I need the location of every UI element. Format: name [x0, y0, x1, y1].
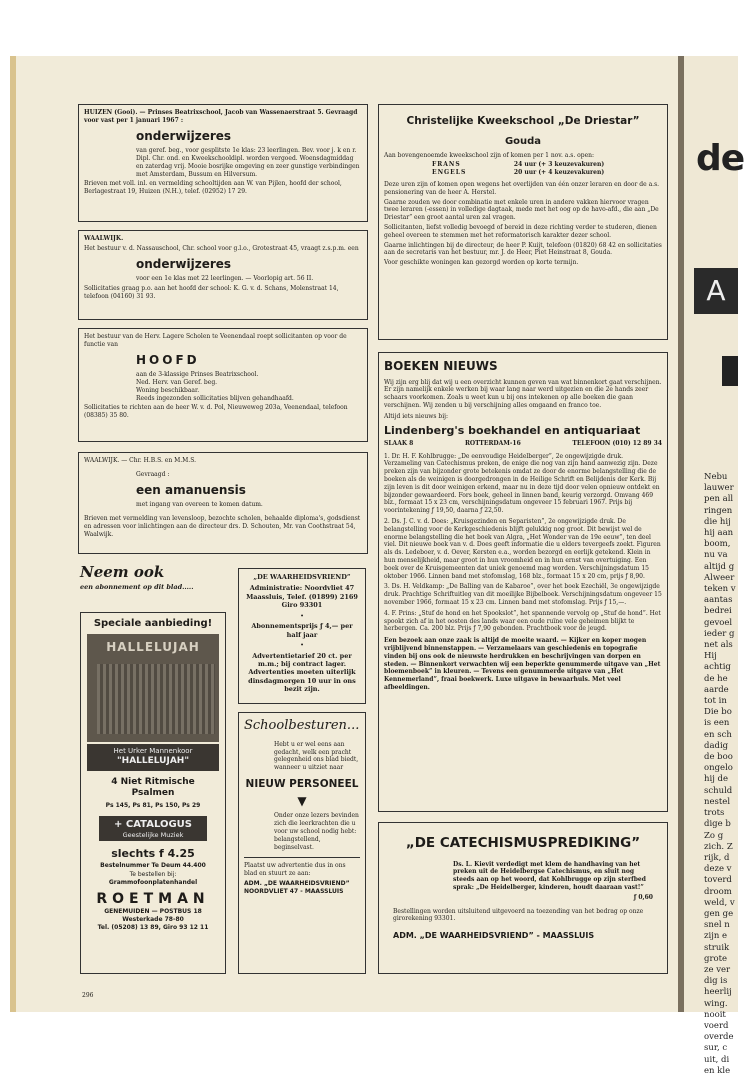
right-page-line: nooit: [704, 1009, 726, 1020]
right-page-line: rijk, d: [704, 852, 730, 863]
schoolbesturen-text1: Hebt u er wel eens aan gedacht, welk een pracht gelegenheid ons blad biedt, wanneer u uitziet naar: [274, 740, 359, 772]
choir-line1: Het Urker Mannenkoor: [113, 747, 193, 755]
right-page-line: boom,: [704, 539, 731, 550]
neem-ook-block: [80, 563, 230, 591]
right-page-line: heerlij: [704, 987, 732, 998]
schoolbesturen-headline: NIEUW PERSONEEL: [245, 778, 359, 791]
right-page-line: is een: [704, 718, 730, 729]
ad-driestar: [378, 104, 668, 340]
right-page-heading: de: [696, 138, 744, 179]
page-edge: [10, 56, 16, 1012]
waarheidsvriend-ads: Advertentietarief 20 ct. per m.m.; bij contract lager. Advertenties moeten uiterlijk dinsdagmorgen 10 uur in ons bezit zijn.: [248, 651, 356, 694]
right-page-line: gevoel: [704, 617, 733, 628]
ad-waalwijk1-line: Het bestuur v. d. Nassauschool, Chr. school voor g.l.o., Grotestraat 45, vraagt z.s.p.m. een: [84, 244, 359, 252]
catechismus-title: „DE CATECHISMUSPREDIKING”: [405, 835, 641, 851]
right-page-line: Alweer: [704, 572, 735, 583]
driestar-intro: Aan bovengenoemde kweekschool zijn of komen per 1 nov. a.s. open:: [384, 151, 595, 159]
right-page-line: dadig: [704, 740, 729, 751]
speciale-order1: Te bestellen bij:: [129, 871, 177, 879]
neem-ook-title: Neem ook: [80, 563, 165, 581]
right-page-line: Hij: [704, 651, 717, 662]
right-page-line: snel n: [704, 920, 730, 931]
boeken-intro: Wij zijn erg blij dat wij u een overzicht kunnen geven van wat binnenkort gaat verschijnen. Er zijn namelijk enkele werken bij waar lang naar werd uitgezien en die 2e hands zeer schaars voorkomen. Zoals u weet kun u bij ons intekenen op alle boeken die gaan verschijnen. Wij zenden u bij verschijning alles omgaand en franco toe.: [384, 378, 662, 409]
right-page-line: deze v: [704, 864, 732, 875]
catalogus-line2: Geestelijke Muziek: [122, 830, 184, 839]
driestar-subject-row-2: [432, 169, 662, 177]
catechismus-order: Bestellingen worden uitsluitend uitgevoerd na toezending van het bedrag op onze girorekening 93301.: [393, 907, 644, 923]
ad-veenendaal-body4: Reeds ingezonden sollicitaties blijven gehandhaafd.: [136, 394, 294, 402]
right-page-line: zijn e: [704, 931, 728, 942]
right-page-line: en kle: [704, 1065, 731, 1076]
right-page-line: overde: [704, 1032, 734, 1043]
driestar-subject-hours: 24 uur (+ 3 keuzevakuren): [513, 161, 605, 169]
ad-waalwijk1-footer: Sollicitaties graag p.o. aan het hoofd der school: K. G. v. d. Schans, Molenstraat 14, telefoon (04160) 31 93.: [84, 284, 339, 300]
right-page-line: bedrei: [704, 606, 732, 617]
ad-huizen-title: onderwijzeres: [136, 128, 232, 143]
psalms-line2: Psalmen: [131, 788, 175, 799]
catechismus-price: ƒ 0,60: [633, 893, 653, 901]
right-page-line: Nebu: [704, 472, 728, 482]
book-item: 1. Dr. H. F. Kohlbrugge: „De eenvoudige Heidelberger”, 2e ongewijzigde druk. Verzameling van Catechismus preken, de enige die nog van zijn hand aanwezig zijn. Deze preken zijn van bijzonder grote betekenis omdat ze door de enorme belangstelling die de boeken als de weinigen is doorgedrongen in de Heilige Schrift en Belijdenis der Kerk. Bij zijn leven is dit door weinigen erkend, maar nu in deze tijd door velen opnieuw ontdekt en bijzonder gewaardeerd. Fors boek, geheel in linnen band, keurig verzorgd. Omvang 469 blz., formaat 15 x 23 cm, verschijningsdatum ongeveer 15 februari 1967. Prijs bij voorintekening ƒ 19,50, daarna ƒ 22,50.: [384, 452, 660, 515]
page-number: 296: [82, 992, 94, 999]
ad-huizen-footer: Brieven met voll. inl. en vermelding schooltijden aan W. van Pijlen, hoofd der school, Berlagestraat 19, Huizen (N.H.), telef. (02952) 17 29.: [84, 180, 342, 196]
boeken-footer: Een bezoek aan onze zaak is altijd de moeite waard. — Kijker en koper mogen vrijblijvend binnenstappen. — Verzamelaars van geschiedenis en topografie vinden bij ons ook de nieuwste herdrukken en beschrijvingen van dorpen en steden. — Binnenkort verwachten wij een beperkte genummerde uitgave van „Het bloemenboek” in kleuren. — Tevens een genummerde uitgave van „Het Kennemerland”, fraai boekwerk. Luxe uitgave in bewaarhuls. Met veel afbeeldingen.: [384, 637, 661, 691]
speciale-price: slechts f 4.25: [111, 847, 195, 861]
ad-waalwijk-nassauschool: [78, 230, 368, 320]
right-page-line: weld, v: [704, 897, 735, 908]
waarheidsvriend-admin: Administratie: Noordvliet 47 Maassluis, Telef. (01899) 2169 Giro 93301: [246, 584, 358, 610]
right-page-line: die hij: [704, 516, 731, 527]
right-page-line: uit, di: [704, 1054, 730, 1065]
right-page-line: pen all: [704, 494, 734, 505]
choir-line2: "HALLELUJAH": [116, 756, 190, 767]
right-page-line: grote: [704, 953, 728, 964]
right-page-line: struik: [704, 942, 730, 953]
ad-veenendaal-title: HOOFD: [136, 352, 200, 367]
down-arrow-icon: ▼: [297, 793, 307, 808]
right-page-line: altijd g: [704, 561, 735, 572]
ad-boeken-nieuws: [378, 352, 668, 812]
right-page-line: aantas: [704, 595, 733, 606]
right-page-line: dig is: [704, 976, 728, 987]
boeken-store: Lindenberg's boekhandel en antiquariaat: [384, 423, 641, 437]
waarheidsvriend-bullet-1: •: [300, 611, 304, 620]
ad-speciale-aanbieding: [80, 612, 226, 974]
catechismus-body: Ds. L. Kievit verdedigt met klem de handhaving van het preken uit de Heidelbergse Catechismus, en sluit nog steeds aan op het woord, dat Kohlbrugge op zijn sterfbed sprak: „De Heidelberger, kinderen, houdt daaraan vast!”: [453, 860, 646, 891]
right-page-line: hij aan: [704, 528, 734, 539]
right-page-line: wing.: [704, 998, 728, 1009]
driestar-p2: Gaarne zouden we door combinatie met enkele uren in andere vakken hiervoor vragen twee leraren (-essen) in volledige dagtaak, mede met het oog op de havo-afd., die aan „De Driestar” een groot aantal uren zal vragen.: [384, 198, 659, 222]
ad-waalwijk2-footer: Brieven met vermelding van levensloop, bezochte scholen, behaalde diploma's, godsdienst en adressen voor inlichtingen aan de directeur drs. D. Schouten, Mr. van Coothstraat 54, Waalwijk.: [84, 514, 361, 538]
driestar-subject-row-1: [432, 161, 662, 169]
driestar-subject-name: ENGELS: [432, 169, 467, 177]
right-page-text: [704, 472, 736, 1077]
speciale-company: ROETMAN: [96, 891, 210, 908]
ad-catechismusprediking: [378, 822, 668, 974]
catechismus-footer: ADM. „DE WAARHEIDSVRIEND” - MAASSLUIS: [393, 931, 595, 941]
ad-huizen-header: HUIZEN (Gooi). — Prinses Beatrixschool, Jacob van Wassenaerstraat 5. Gevraagd voor vast per 1 januari 1967 :: [84, 109, 358, 124]
waarheidsvriend-price: Abonnementsprijs ƒ 4,— per half jaar: [251, 622, 353, 639]
schoolbesturen-divider: [244, 857, 360, 858]
right-page-banner: A: [694, 268, 738, 314]
speciale-order2: Grammofoonplatenhandel: [108, 879, 198, 887]
right-page-line: voerd: [704, 1020, 729, 1031]
ad-veenendaal-intro: Het bestuur van de Herv. Lagere Scholen te Veenendaal roept sollicitanten op voor de functie van: [84, 333, 347, 348]
album-cover-caption: HALLELUJAH: [106, 640, 200, 654]
right-page-line: net als: [704, 640, 733, 651]
ad-veenendaal-footer: Sollicitaties te richten aan de heer W. v. d. Pol, Nieuweweg 203a, Veenendaal, telefoon (08385) 35 80.: [84, 404, 348, 420]
speciale-address3: Tel. (05208) 13 89, Giro 93 12 11: [97, 923, 209, 931]
ad-waalwijk2-body: met ingang van overeen te komen datum.: [136, 501, 263, 509]
waarheidsvriend-title: „DE WAARHEIDSVRIEND”: [253, 573, 351, 581]
right-page-line: sur, c: [704, 1043, 728, 1054]
speciale-account: Bestelnummer Te Deum 44.400: [100, 861, 206, 869]
album-cover-photo: [87, 634, 219, 742]
driestar-p3: Sollicitanten, liefst volledig bevoegd of bereid in deze richting verder te studeren, dienen geheel overeen te stemmen met het reformatorisch karakter dezer school.: [384, 224, 657, 239]
schoolbesturen-text3: Plaatst uw advertentie dus in ons blad en stuurt ze aan:: [244, 862, 346, 878]
right-page-line: de he: [704, 673, 728, 684]
driestar-p5: Voor geschikte woningen kan gezorgd worden op korte termijn.: [384, 259, 579, 267]
ad-waalwijk2-header: WAALWIJK. — Chr. H.B.S. en M.M.S.: [84, 457, 197, 464]
speciale-address2: Westerkade 78-80: [122, 916, 184, 924]
book-item: 4. F. Prins: „Stuf de hond en het Spookslot”, het spannende vervolg op „Stuf de hond”. Het spookt zich af in het oosten des lands waar een oude ruïne vele geheimen blijkt te herbergen. Ca. 200 blz. Prijs ƒ 7,90 gebonden. Prachtboek voor de jeugd.: [384, 609, 661, 633]
speciale-address1: GENEMUIDEN — POSTBUS 18: [104, 908, 202, 916]
magazine-page-right: [684, 56, 744, 1076]
store-address-city: ROTTERDAM-16: [464, 439, 521, 447]
ad-waalwijk1-title: onderwijzeres: [136, 256, 232, 271]
boeken-title: BOEKEN NIEUWS: [384, 359, 498, 373]
right-page-line: ringen: [704, 505, 733, 516]
store-address-phone: TELEFOON (010) 12 89 34: [572, 439, 662, 447]
ad-schoolbesturen: [238, 712, 366, 974]
right-page-line: hij de: [704, 774, 729, 785]
store-address-street: SLAAK 8: [384, 439, 414, 447]
ad-waalwijk2-sub: Gevraagd :: [136, 470, 170, 478]
right-page-line: Die bo: [704, 707, 732, 718]
psalms-list: Ps 145, Ps 81, Ps 150, Ps 29: [105, 802, 201, 810]
book-item: 3. Ds. H. Veldkamp: „De Balling van de Kabaroe”, over het boek Ezechiël, 3e ongewijzigde druk. Prachtige Schriftuitleg van dit moeilijke Bijbelboek. Verschijningsdatum ongeveer 15 november 1966, formaat 15 x 23 cm. Linnen band met stofomslag. Prijs ƒ 15,—.: [384, 583, 662, 607]
book-item: 2. Ds. J. C. v. d. Does: „Kruisgezinden en Separisten”, 2e ongewijzigde druk. De belangstelling voor de Kerkgeschiedenis blijft gelukkig nog groot. Dit bewijst wel de enorme belangstelling die het boek van Algra, „Het Wonder van de 19e eeuw”, ten deel viel. Dit nieuwe boek van v. d. Does geeft informatie die u elders tevergeefs zoekt. Figuren als ds. Ledeboer, v. d. Oever, Kersten e.a., worden bezorgd en eerlijk getekend. Klein in hun menselijkheid, maar groot in hun vroomheid en in hun ernst van overtuiging. Een boek over de Kruisgemeenten dat uniek genoemd mag worden. Verschijningsdatum 15 oktober 1966. Linnen band met stofomslag, 168 blz., formaat 15 x 20 cm, prijs ƒ 8,90.: [384, 518, 661, 580]
ad-huizen-body: van geref. beg., voor gesplitste 1e klas: 23 leerlingen. Bev. voor j. k en r. Dipl. Chr. ond. en Kweekschooldipl. worden vergoed. Woensdagmiddag en zaterdag vrij. Mooie bosrijke omgeving en zeer gunstige verbindingen met Amsterdam, Bussum en Hilversum.: [136, 147, 360, 178]
right-page-line: tot in: [704, 696, 727, 707]
boeken-altijd: Altijd iets nieuws bij:: [384, 412, 449, 420]
waarheidsvriend-info: [238, 568, 366, 704]
ad-waalwijk1-body: voor een 1e klas met 22 leerlingen. — Voorlopig art. 56 II.: [136, 275, 314, 283]
neem-ook-sub: een abonnement op dit blad.....: [80, 583, 194, 591]
right-page-initial-fragment: [722, 356, 738, 386]
psalms-line1: 4 Niet Ritmische: [111, 776, 195, 787]
ad-waalwijk-hbs: [78, 452, 368, 554]
right-page-line: teken v: [704, 584, 736, 595]
ad-veenendaal-body1: aan de 3-klassige Prinses Beatrixschool.: [136, 371, 259, 379]
ad-veenendaal: [78, 328, 368, 442]
schoolbesturen-address: ADM. „DE WAARHEIDSVRIEND” NOORDVLIET 47 - MAASSLUIS: [244, 879, 350, 895]
ad-huizen: [78, 104, 368, 222]
right-page-line: trots: [704, 808, 725, 819]
schoolbesturen-title: Schoolbesturen...: [244, 718, 360, 733]
right-page-line: ieder g: [704, 628, 735, 639]
catalogus-banner: [99, 816, 207, 841]
ad-veenendaal-body3: Woning beschikbaar.: [136, 386, 200, 394]
right-page-line: de boo: [704, 752, 733, 763]
boeken-store-address: [384, 440, 662, 448]
right-page-line: gen ge: [704, 908, 734, 919]
right-page-line: achtig: [704, 662, 731, 673]
right-page-line: zich. Z: [704, 841, 733, 852]
ad-veenendaal-body2: Ned. Herv. van Geref. beg.: [136, 378, 218, 386]
right-page-line: en sch: [704, 729, 732, 740]
right-page-line: ongelo: [704, 763, 733, 774]
driestar-city: Gouda: [504, 135, 542, 147]
driestar-subject-name: FRANS: [432, 161, 461, 169]
driestar-subject-hours: 20 uur (+ 4 keuzevakuren): [513, 169, 605, 177]
driestar-p1: Deze uren zijn of komen open wegens het overlijden van één onzer leraren en door de a.s. pensionering van de heer A. Herstel.: [384, 181, 660, 196]
right-page-line: nestel: [704, 796, 731, 807]
right-page-line: lauwer: [704, 483, 734, 494]
driestar-title: Christelijke Kweekschool „De Driestar”: [406, 115, 640, 127]
ad-waalwijk1-header: WAALWIJK.: [84, 235, 124, 242]
waarheidsvriend-bullet-2: •: [300, 641, 304, 650]
schoolbesturen-text2: Onder onze lezers bevinden zich die leerkrachten die u voor uw school nodig hebt: belangstellend, beginselvast.: [274, 812, 359, 851]
right-page-line: toverd: [704, 875, 732, 886]
right-page-line: Zo g: [704, 830, 724, 841]
choir-image: [97, 664, 215, 734]
right-page-line: nu va: [704, 550, 728, 561]
right-page-line: droom: [704, 886, 732, 897]
choir-banner: [87, 744, 219, 771]
right-page-line: schuld: [704, 785, 733, 796]
right-page-line: ze ver: [704, 964, 731, 975]
ad-waalwijk2-title: een amanuensis: [136, 482, 246, 497]
right-page-line: dige b: [704, 819, 731, 830]
driestar-p4: Gaarne inlichtingen bij de directeur, de heer P. Kuijt, telefoon (01820) 68 42 en sollicitaties aan de secretaris van het bestuur, mr. J. de Heer, Piet Heinstraat 8, Gouda.: [384, 241, 662, 257]
speciale-title: Speciale aanbieding!: [93, 618, 213, 629]
catalogus-line1: + CATALOGUS: [114, 818, 192, 830]
right-page-line: aarde: [704, 684, 729, 695]
